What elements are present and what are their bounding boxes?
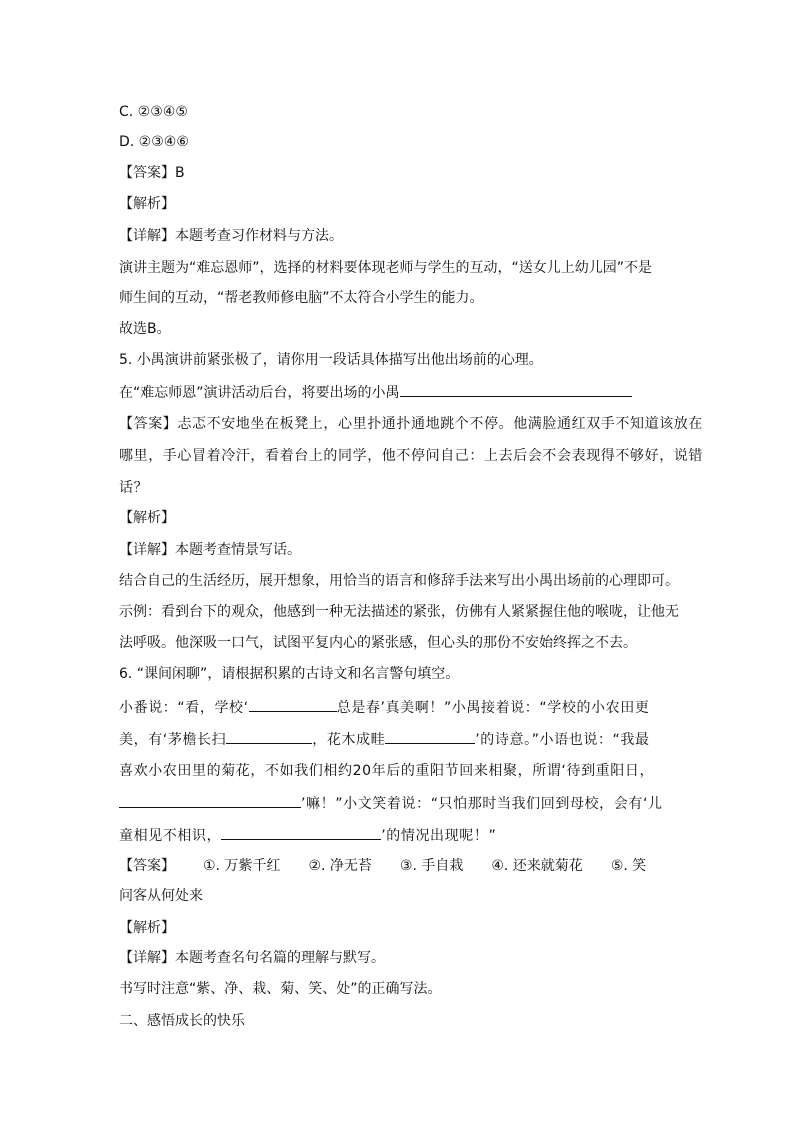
paragraph-line: 法呼吸。他深吸一口气，试图平复内心的紧张感，但心头的那份不安始终挥之不去。 xyxy=(119,635,637,651)
fill-text: ’嘛！”小文笑着说：“只怕那时当我们回到母校，会有‘儿 xyxy=(301,796,663,812)
option-c: C. ②③④⑤ xyxy=(119,104,188,120)
option-d: D. ②③④⑥ xyxy=(119,134,189,150)
analysis-label: 【解析】 xyxy=(119,920,175,936)
answer-item: ⑤. 笑 xyxy=(610,858,647,874)
answers-line xyxy=(119,856,679,876)
analysis-label: 【解析】 xyxy=(119,510,175,526)
answer-label: 【答案】B xyxy=(119,165,185,181)
paragraph-line: 示例：看到台下的观众，他感到一种无法描述的紧张，仿佛有人紧紧握住他的喉咙，让他无 xyxy=(119,604,679,620)
fill-text: 童相见不相识， xyxy=(119,828,222,844)
fill-text: 美，有‘茅檐长扫 xyxy=(119,732,227,748)
section-heading: 二、感悟成长的快乐 xyxy=(119,1013,245,1029)
fill-text: ’的诗意。”小语也说：“我最 xyxy=(475,732,650,748)
answer-item: ④. 还来就菊花 xyxy=(491,858,583,874)
answer-item: ②. 净无苔 xyxy=(308,858,372,874)
prompt-text: 在“难忘师恩”演讲活动后台，将要出场的小禺 xyxy=(119,385,400,401)
answer-blank[interactable] xyxy=(400,382,632,397)
fill-line-2 xyxy=(119,729,679,750)
blank-1[interactable] xyxy=(249,697,337,712)
answer-line: 话？ xyxy=(119,480,149,496)
paragraph-line: 演讲主题为“难忘恩师”，选择的材料要体现老师与学生的互动，“送女儿上幼儿园”不是 xyxy=(119,260,653,276)
blank-2[interactable] xyxy=(226,729,312,744)
detail-line: 【详解】本题考查情景写话。 xyxy=(119,542,301,558)
blank-3[interactable] xyxy=(385,729,475,744)
question-6: 6. “课间闲聊”，请根据积累的古诗文和名言警句填空。 xyxy=(119,666,460,682)
question-5: 5. 小禺演讲前紧张极了，请你用一段话具体描写出他出场前的心理。 xyxy=(119,352,543,368)
paragraph-line: 师生间的互动，“帮老教师修电脑”不太符合小学生的能力。 xyxy=(119,290,484,306)
fill-line-4 xyxy=(119,793,679,814)
detail-line: 【详解】本题考查名句名篇的理解与默写。 xyxy=(119,950,385,966)
answer-label: 【答案】 xyxy=(119,858,175,874)
fill-line-1 xyxy=(119,697,679,718)
paragraph-line: 故选B。 xyxy=(119,321,171,337)
blank-4[interactable] xyxy=(119,793,301,808)
analysis-label: 【解析】 xyxy=(119,196,175,212)
fill-text: ，花木成畦 xyxy=(312,732,386,748)
answers-continuation: 问客从何处来 xyxy=(119,888,203,904)
paragraph-line: 结合自己的生活经历，展开想象，用恰当的语言和修辞手法来写出小禺出场前的心理即可。 xyxy=(119,573,679,589)
answer-line: 哪里，手心冒着冷汗，看着台上的同学，他不停问自己：上去后会不会表现得不够好，说错 xyxy=(119,448,703,464)
fill-text: 总是春’真美啊！”小禺接着说：“学校的小农田更 xyxy=(336,700,650,716)
answer-item: ①. 万紫千红 xyxy=(203,858,281,874)
fill-line-3: 喜欢小农田里的菊花，不如我们相约20年后的重阳节回来相聚，所谓‘待到重阳日， xyxy=(119,763,655,779)
blank-5[interactable] xyxy=(221,825,381,840)
fill-text: 小番说：“看，学校‘ xyxy=(119,700,249,716)
paragraph-line: 书写时注意“紫、净、栽、菊、笑、处”的正确写法。 xyxy=(119,981,442,997)
answer-line: 【答案】忐忑不安地坐在板凳上，心里扑通扑通地跳个不停。他满脸通红双手不知道该放在 xyxy=(119,416,703,432)
answer-item: ③. 手自栽 xyxy=(399,858,464,874)
detail-line: 【详解】本题考查习作材料与方法。 xyxy=(119,228,343,244)
fill-line-5 xyxy=(119,825,679,846)
question-5-prompt xyxy=(119,382,679,403)
fill-text: ’的情况出现呢！” xyxy=(381,828,497,844)
